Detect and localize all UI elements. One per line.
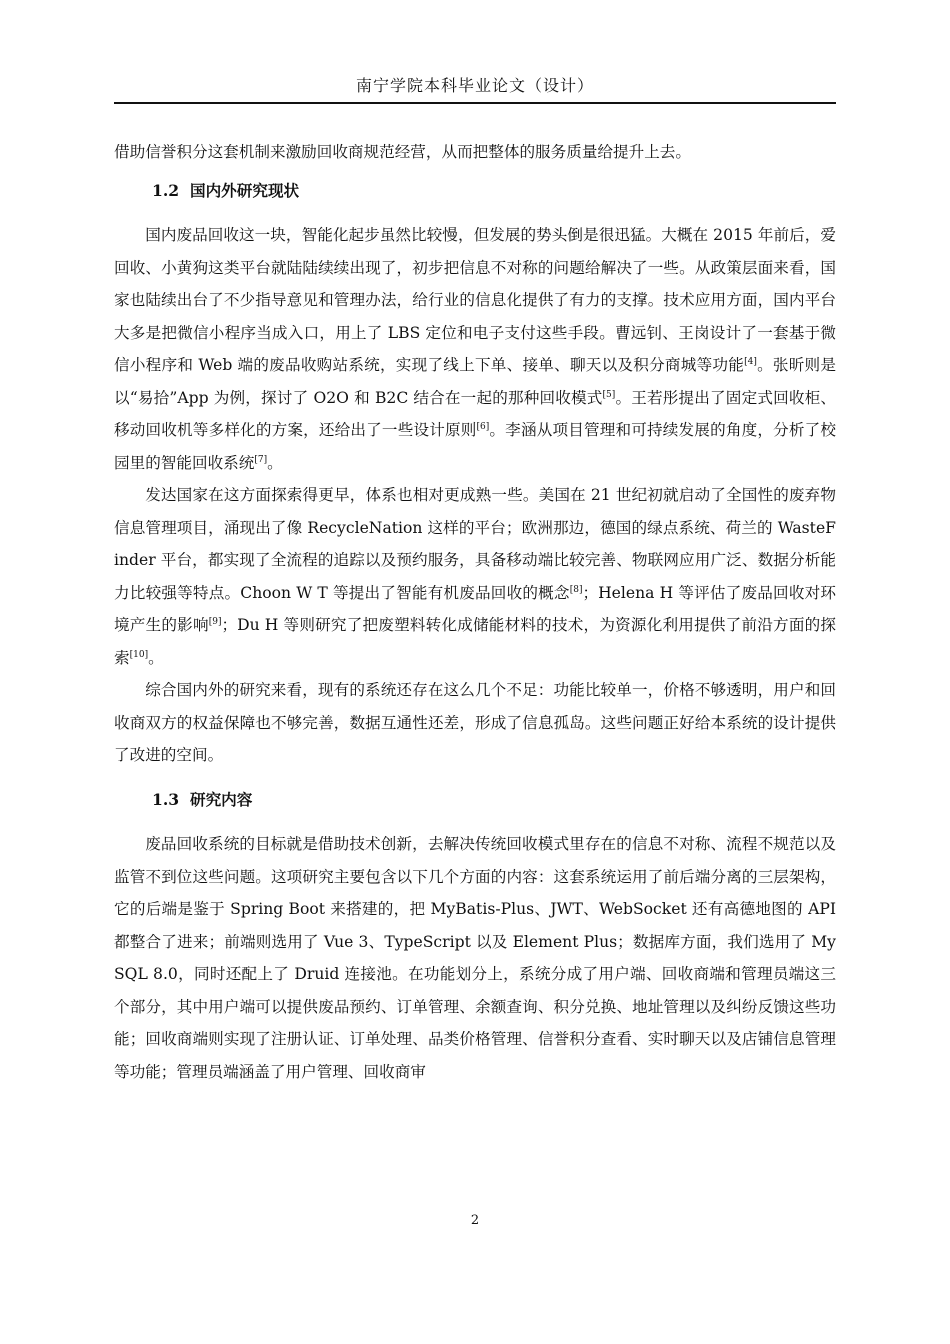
text-run: 。张昕则是以“易拾”App 为例，探讨了 O2O 和 B2C 结合在一起的那种回收模式 [114,356,836,407]
citation-ref: [8] [569,584,583,595]
paragraph-summary: 综合国内外的研究来看，现有的系统还存在这么几个不足：功能比较单一，价格不够透明，用户和回收商双方的权益保障也不够完善，数据互通性还差，形成了信息孤岛。这些问题正好给本系统的设计提供了改进的空间。 [114,681,836,764]
text-run: ；Helena H 等评估了废品回收对环境产生的影响 [114,583,836,634]
thesis-body [114,136,836,1088]
citation-ref: [10] [129,649,149,660]
page-number: 2 [470,1213,480,1228]
citation-ref: [7] [254,454,268,465]
citation-ref: [6] [476,421,490,432]
text-run: 。 [267,453,283,472]
paragraph-research-content: 废品回收系统的目标就是借助技术创新，去解决传统回收模式里存在的信息不对称、流程不规范以及监管不到位这些问题。这项研究主要包含以下几个方面的内容：这套系统运用了前后端分离的三层架构，它的后端是鉴于 Spring Boot 来搭建的，把 MyBatis-Plus、JWT、WebSocket 还有高德地图的 API 都整合了进来；前端则选用了 Vue 3、TypeScript 以及 Element Plus；数据库方面，我们选用了 MySQL 8.0，同时还配上了 Druid 连接池。在功能划分上，系统分成了用户端、回收商端和管理员端这三个部分，其中用户端可以提供废品预约、订单管理、余额查询、积分兑换、地址管理以及纠纷反馈这些功能；回收商端则实现了注册认证、订单处理、品类价格管理、信誉积分查看、实时聊天以及店铺信息管理等功能；管理员端涵盖了用户管理、回收商审 [114,835,836,1081]
section-heading-1-3: 1.3 研究内容 [152,789,253,809]
text-run: ；Du H 等则研究了把废塑料转化成储能材料的技术，为资源化利用提供了前沿方面的探索 [114,616,836,667]
text-run: 国内废品回收这一块，智能化起步虽然比较慢，但发展的势头倒是很迅猛。大概在 2015 年前后，爱回收、小黄狗这类平台就陆陆续续出现了，初步把信息不对称的问题给解决了一些。从政策层面来看，国家也陆续出台了不少指导意见和管理办法，给行业的信息化提供了有力的支撑。技术应用方面，国内平台大多是把微信小程序当成入口，用上了 LBS 定位和电子支付这些手段。曹远钊、王岗设计了一套基于微信小程序和 Web 端的废品收购站系统，实现了线上下单、接单、聊天以及积分商城等功能 [114,226,836,374]
page-header [114,72,836,104]
citation-ref: [9] [208,616,222,627]
citation-ref: [5] [602,389,616,400]
running-header-title: 南宁学院本科毕业论文（设计） [355,76,594,95]
section-heading-1-2: 1.2 国内外研究现状 [152,180,300,200]
text-run: 。 [148,648,164,667]
text-run: 。李涵从项目管理和可持续发展的角度，分析了校园里的智能回收系统 [114,421,836,472]
paragraph-continued: 借助信誉积分这套机制来激励回收商规范经营，从而把整体的服务质量给提升上去。 [114,143,691,161]
paragraph-foreign-research [114,479,836,674]
paragraph-domestic-research [114,219,836,479]
citation-ref: [4] [744,356,757,367]
text-run: 发达国家在这方面探索得更早，体系也相对更成熟一些。美国在 21 世纪初就启动了全国性的废弃物信息管理项目，涌现出了像 RecycleNation 这样的平台；欧洲那边，德国的绿点系统、荷兰的 WasteFinder 平台，都实现了全流程的追踪以及预约服务，具备移动端比较完善、物联网应用广泛、数据分析能力比较强等特点。Choon W T 等提出了智能有机废品回收的概念 [114,486,836,602]
text-run: 。王若彤提出了固定式回收柜、移动回收机等多样化的方案，还给出了一些设计原则 [114,388,836,439]
